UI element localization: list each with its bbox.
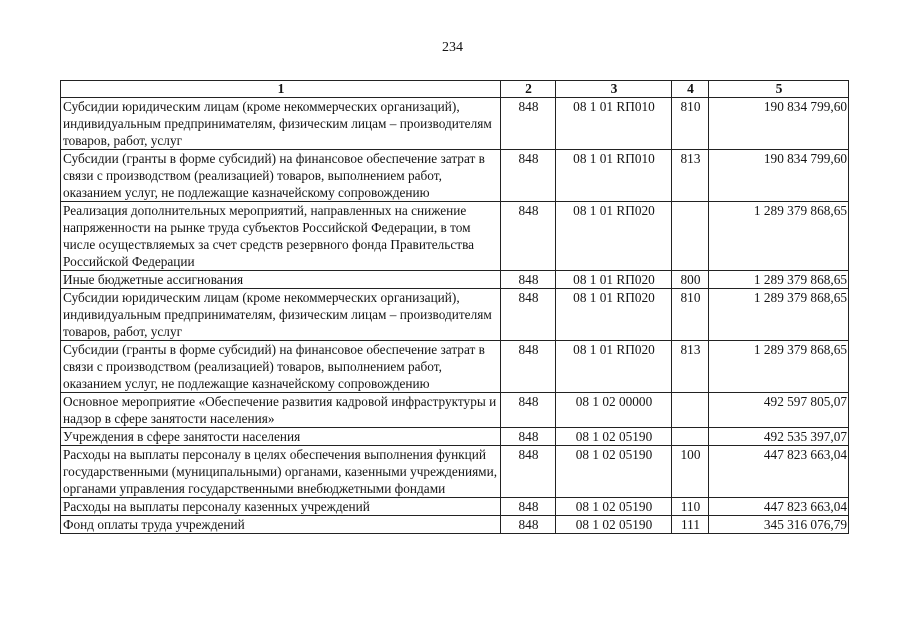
table-row — [61, 289, 849, 341]
row-csr-cell: 08 1 01 RП010 — [556, 98, 672, 150]
row-sum-cell: 190 834 799,60 — [709, 150, 849, 202]
budget-table — [60, 80, 849, 534]
table-body — [61, 98, 849, 534]
table-row — [61, 202, 849, 271]
row-name-cell: Учреждения в сфере занятости населения — [61, 428, 501, 446]
table-row — [61, 393, 849, 428]
row-vr-cell: 100 — [672, 446, 709, 498]
row-name-cell: Субсидии (гранты в форме субсидий) на финансовое обеспечение затрат в связи с производством (реализацией) товаров, выполнением работ, оказанием услуг, не подлежащие казначейскому сопровождению — [61, 341, 501, 393]
row-csr-cell: 08 1 01 RП020 — [556, 341, 672, 393]
row-csr-cell: 08 1 02 00000 — [556, 393, 672, 428]
row-sum-cell: 190 834 799,60 — [709, 98, 849, 150]
row-name-cell: Субсидии (гранты в форме субсидий) на финансовое обеспечение затрат в связи с производством (реализацией) товаров, выполнением работ, оказанием услуг, не подлежащие казначейскому сопровождению — [61, 150, 501, 202]
row-sum-cell: 345 316 076,79 — [709, 516, 849, 534]
row-csr-cell: 08 1 01 RП010 — [556, 150, 672, 202]
row-name-cell: Реализация дополнительных мероприятий, направленных на снижение напряженности на рынке труда субъектов Российской Федерации, в том числе осуществляемых за счет средств резервного фонда Правительства Российской Федерации — [61, 202, 501, 271]
table-row — [61, 446, 849, 498]
row-csr-cell: 08 1 01 RП020 — [556, 289, 672, 341]
header-col-3: 3 — [556, 81, 672, 98]
header-col-2: 2 — [501, 81, 556, 98]
row-csr-cell: 08 1 02 05190 — [556, 446, 672, 498]
row-vr-cell: 110 — [672, 498, 709, 516]
row-name-cell: Расходы на выплаты персоналу в целях обеспечения выполнения функций государственными (муниципальными) органами, казенными учреждениями, органами управления государственными внебюджетными фондами — [61, 446, 501, 498]
row-vr-cell: 813 — [672, 341, 709, 393]
row-gr-cell: 848 — [501, 516, 556, 534]
row-name-cell: Основное мероприятие «Обеспечение развития кадровой инфраструктуры и надзор в сфере занятости населения» — [61, 393, 501, 428]
header-col-5: 5 — [709, 81, 849, 98]
row-gr-cell: 848 — [501, 341, 556, 393]
row-csr-cell: 08 1 01 RП020 — [556, 202, 672, 271]
row-gr-cell: 848 — [501, 150, 556, 202]
row-vr-cell — [672, 428, 709, 446]
row-gr-cell: 848 — [501, 498, 556, 516]
row-csr-cell: 08 1 02 05190 — [556, 516, 672, 534]
row-name-cell: Субсидии юридическим лицам (кроме некоммерческих организаций), индивидуальным предпринимателям, физическим лицам – производителям товаров, работ, услуг — [61, 289, 501, 341]
table-row — [61, 498, 849, 516]
row-vr-cell: 800 — [672, 271, 709, 289]
table-row — [61, 271, 849, 289]
row-gr-cell: 848 — [501, 98, 556, 150]
row-sum-cell: 1 289 379 868,65 — [709, 289, 849, 341]
row-sum-cell: 447 823 663,04 — [709, 446, 849, 498]
row-vr-cell: 813 — [672, 150, 709, 202]
row-name-cell: Фонд оплаты труда учреждений — [61, 516, 501, 534]
row-sum-cell: 1 289 379 868,65 — [709, 341, 849, 393]
table-row — [61, 341, 849, 393]
row-sum-cell: 1 289 379 868,65 — [709, 271, 849, 289]
table-row — [61, 516, 849, 534]
row-vr-cell — [672, 202, 709, 271]
table-row — [61, 428, 849, 446]
table-row — [61, 150, 849, 202]
row-vr-cell: 810 — [672, 98, 709, 150]
row-sum-cell: 1 289 379 868,65 — [709, 202, 849, 271]
row-gr-cell: 848 — [501, 393, 556, 428]
row-sum-cell: 492 597 805,07 — [709, 393, 849, 428]
row-name-cell: Субсидии юридическим лицам (кроме некоммерческих организаций), индивидуальным предпринимателям, физическим лицам – производителям товаров, работ, услуг — [61, 98, 501, 150]
row-vr-cell: 111 — [672, 516, 709, 534]
row-gr-cell: 848 — [501, 289, 556, 341]
row-vr-cell: 810 — [672, 289, 709, 341]
row-gr-cell: 848 — [501, 446, 556, 498]
row-sum-cell: 447 823 663,04 — [709, 498, 849, 516]
row-gr-cell: 848 — [501, 202, 556, 271]
row-gr-cell: 848 — [501, 271, 556, 289]
page-number: 234 — [442, 40, 463, 55]
row-name-cell: Расходы на выплаты персоналу казенных учреждений — [61, 498, 501, 516]
row-csr-cell: 08 1 01 RП020 — [556, 271, 672, 289]
header-col-1: 1 — [61, 81, 501, 98]
row-csr-cell: 08 1 02 05190 — [556, 498, 672, 516]
row-vr-cell — [672, 393, 709, 428]
row-sum-cell: 492 535 397,07 — [709, 428, 849, 446]
table-row — [61, 98, 849, 150]
row-gr-cell: 848 — [501, 428, 556, 446]
header-col-4: 4 — [672, 81, 709, 98]
row-name-cell: Иные бюджетные ассигнования — [61, 271, 501, 289]
row-csr-cell: 08 1 02 05190 — [556, 428, 672, 446]
table-header-row — [61, 81, 849, 98]
